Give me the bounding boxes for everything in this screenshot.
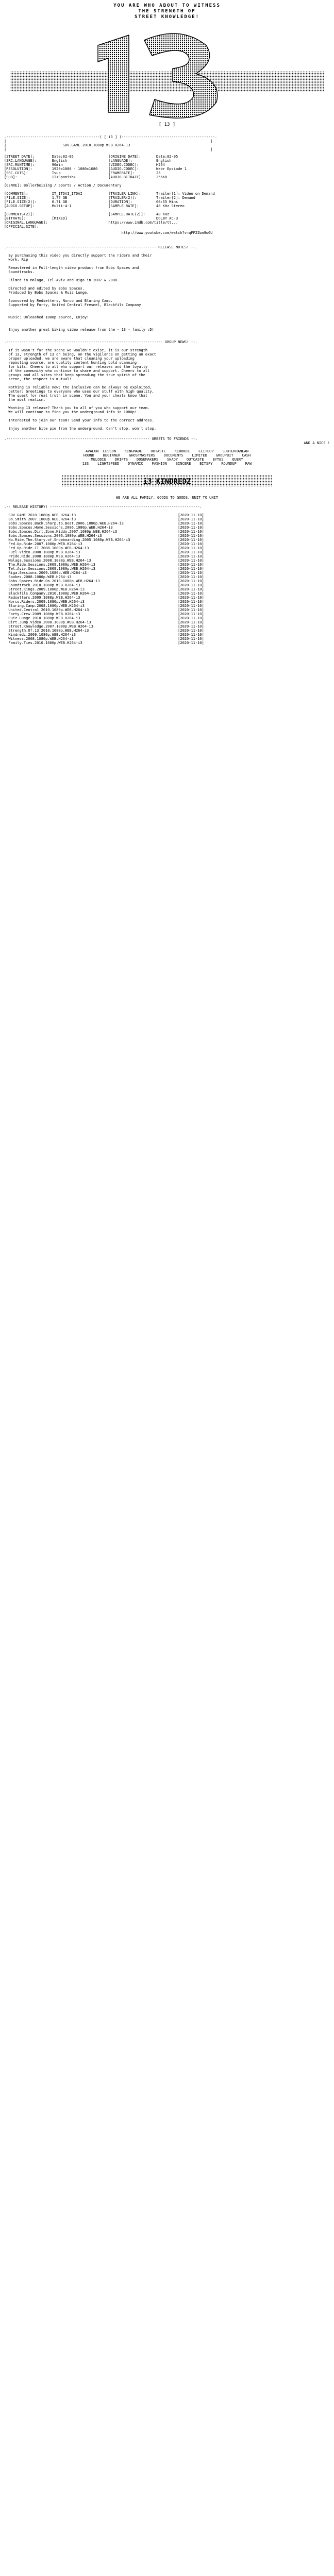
info-row-cell: [FRAMERATE]: (108, 171, 157, 175)
info-section: .-------------------------------------------( [ i3 ] )-------------------------------------------. | | | SOV.GAME.2010.1080p.WEB.H264-13 | | (4, 135, 218, 151)
release-item[interactable] (4, 629, 330, 633)
release-notes-line: Produced by Bobs Spaces & Ruiz Lunge. (4, 291, 89, 295)
comment-row-cell: [AUDIO.SETUP]: (4, 204, 52, 208)
release-item-date: [2020-11-10] (178, 604, 204, 608)
release-item[interactable] (4, 538, 330, 542)
info-row-cell: [VIDEO.CODEC]: (108, 163, 157, 167)
info-row (4, 155, 330, 159)
release-item-date: [2020-11-10] (178, 629, 204, 633)
release-item-date: [2020-11-10] (178, 534, 204, 538)
info-row-cell: [SRC.CUTS]: (4, 171, 52, 175)
release-item-name[interactable]: Pride.Ride.2008.1080p.WEB.H264-i3 (4, 554, 178, 558)
release-notes-line: Directed and edited by Bobs Spaces. (4, 286, 85, 291)
release-item-name[interactable]: Kindredz.2009.1080p.WEB.H264-i3 (4, 633, 178, 637)
source-row-cell (52, 225, 109, 229)
comment-row-cell: [DURATION]: (108, 200, 157, 204)
release-notes-line: Enjoy another great biking video release from the - 13 - family :D! (4, 328, 154, 332)
release-item[interactable] (4, 604, 330, 608)
source-row-cell (108, 216, 156, 221)
greets-line: MELODIE DRIFTS DOSEMAKERS SHADY OUTCASTE BYTES QUERY (91, 457, 243, 462)
group-news-line: scene, the respect is mutual! (4, 377, 72, 381)
release-item-date: [2020-11-10] (178, 575, 204, 579)
group-news-line: The quest for real truth in scene. You and your cheats know that (4, 394, 148, 398)
source-row-cell (178, 221, 221, 225)
comment-row-cell: Trailer[2]: Demand (156, 196, 200, 200)
trailer-url[interactable]: http://www.youtube.com/watch?v=qFF2Zwn9w6U (121, 231, 213, 235)
comment-row-cell: [TRAILER LINK]: (108, 192, 157, 196)
group-news-line: groups and all sites that keep spreading the true spirit of the (4, 373, 145, 377)
release-item[interactable] (4, 526, 330, 530)
source-row-cell: [MIXED] (52, 216, 109, 221)
release-notes-line (4, 311, 330, 315)
release-item[interactable] (4, 641, 330, 645)
release-item[interactable] (4, 530, 330, 534)
release-notes-line: Sponsored by Redsetters, Norco and Bluring Camp. (4, 299, 113, 303)
release-item-date: [2020-11-10] (178, 546, 204, 550)
release-item-name[interactable]: United.Central.2010.1080p.WEB.H264-i3 (4, 608, 178, 612)
release-item[interactable] (4, 521, 330, 526)
greets-bar: .------------------------------------------------------------------ GREETS TO FRIENDS --. (4, 437, 198, 441)
source-row-cell: 48 KHz (156, 212, 200, 216)
info-row-cell: English (156, 159, 200, 163)
release-item-date: [2020-11-10] (178, 513, 204, 517)
source-row (4, 221, 330, 225)
info-row-cell: Tvup (52, 171, 109, 175)
group-news-line: the most realism. (4, 398, 46, 402)
release-item-date: [2020-11-10] (178, 563, 204, 567)
release-item-date: [2020-11-10] (178, 624, 204, 629)
greets-body (4, 449, 330, 466)
group-news-line (4, 414, 330, 418)
release-item[interactable] (4, 575, 330, 579)
info-row-cell: English (52, 159, 109, 163)
release-notes-line (4, 282, 330, 286)
source-row-cell: [COMMENTS(2)]: (4, 212, 52, 216)
release-item[interactable] (4, 620, 330, 624)
release-item-date: [2020-11-10] (178, 616, 204, 620)
release-notes-line: Supported by Forty, United Central Fresnel, Blackfils Company. (4, 303, 143, 307)
info-row-cell: 1920x1080 - 1080x1080 (52, 167, 109, 171)
source-row-cell (52, 212, 109, 216)
release-notes-line (4, 274, 330, 278)
source-row (4, 225, 330, 229)
release-item[interactable] (4, 591, 330, 596)
info-title-label: [ i3 ] (104, 135, 118, 139)
info-row-cell: Webr Epsiode 1 (156, 167, 200, 171)
release-item[interactable] (4, 616, 330, 620)
release-notes-line: Filmed in Malaga, Tel-Aviv and Riga in 2007 & 2008. (4, 278, 120, 282)
group-news-line: Interested to join our team? Send your info to the correct address. (4, 418, 154, 422)
release-item-name[interactable]: Street.Kings.2009.1080p.WEB.H264-i3 (4, 587, 178, 591)
release-item-date: [2020-11-10] (178, 608, 204, 612)
info-row (4, 167, 330, 171)
info-row (4, 159, 330, 163)
release-item[interactable] (4, 637, 330, 641)
release-notes-line (4, 319, 330, 324)
source-rows (4, 212, 330, 229)
genre-line: [GENRE]: Bollerbeising / Sports / Action / Documentary (4, 183, 122, 188)
release-item-name[interactable]: Soundtrack.2010.1080p.WEB.H264-i3 (4, 583, 178, 587)
source-row-cell: https://www.imdb.com/title/tt... (108, 221, 178, 225)
release-item-date: [2020-11-10] (178, 600, 204, 604)
releases-bar: .-- RELEASE HISTORY! ---------------------------------------------------------------------. (4, 505, 202, 509)
info-title-bar: .-------------------------------------------( (4, 135, 104, 139)
info-row-cell: 25 (156, 171, 200, 175)
release-item-date: [2020-11-10] (178, 591, 204, 596)
comment-row (4, 200, 330, 204)
release-item[interactable] (4, 513, 330, 517)
group-news-line: reposting source, are quality content hunting bold scanning (4, 361, 137, 365)
group-news-bar: .------------------------------------------------------------------------ GROUP NEWS! --. (4, 340, 198, 344)
comment-row-cell: Multi-4-1 (52, 204, 109, 208)
comment-row (4, 204, 330, 208)
release-notes-line (4, 307, 330, 311)
release-item-name[interactable]: Redsetters.2009.1080p.WEB.H264-i3 (4, 596, 178, 600)
release-item[interactable] (4, 624, 330, 629)
header-line-1: YOU ARE WHO ABOUT TO WITNESS (113, 3, 221, 8)
release-item-date: [2020-11-10] (178, 637, 204, 641)
source-row-cell: [BITRATE]: (4, 216, 52, 221)
header-line-3: STREET KNOWLEDGE! (134, 14, 200, 20)
release-item-name[interactable]: Spokes.2008.1080p.WEB.H264-i3 (4, 575, 178, 579)
release-item-date: [2020-11-10] (178, 612, 204, 616)
release-item[interactable] (4, 550, 330, 554)
release-item-name[interactable]: Bobs.Spaces.Back.Sharp.to.Beat.2006.1080p.WEB.H264-i3 (4, 521, 178, 526)
header-line-2: THE STRENGTH OF (138, 9, 196, 14)
release-notes-bar: .--------------------------------------------------------------------- RELEASE NOTES! --. (4, 245, 198, 249)
release-item[interactable] (4, 567, 330, 571)
source-row-cell (108, 225, 156, 229)
source-row-cell (52, 221, 109, 225)
release-item-name[interactable]: Riga.Sessions.2009.1080p.WEB.H264-i3 (4, 571, 178, 575)
source-row-cell (156, 225, 199, 229)
release-item-date: [2020-11-10] (178, 530, 204, 534)
release-item-name[interactable]: Fed.Up.Ride.2007.1080p.WEB.H264-i3 (4, 542, 178, 546)
greets-line: AVALON LESSON KINGMADE OUTASTE KIBONJE ELITEOP SUBTERRANEAN (85, 449, 249, 453)
group-news-label: GROUP NEWS! (164, 340, 189, 344)
release-item-name[interactable]: Family.Ties.2010.1080p.WEB.H264-i3 (4, 641, 178, 645)
release-name: SOV.GAME.2010.1080p.WEB.H264-13 (62, 143, 130, 147)
release-notes-line (4, 295, 330, 299)
release-item-name[interactable]: Bluring.Camp.2008.1080p.WEB.H264-i3 (4, 604, 178, 608)
group-news-line (4, 422, 330, 427)
info-row-cell: Date:02-05 (52, 155, 109, 159)
greets-line: HOUND BEGINNER GHOSTMASTERS DOCUMENTS LIMITED GROUPBIT CASH (83, 453, 251, 457)
release-item-name[interactable]: Ruiz.Lunge.2010.1080p.WEB.H264-i3 (4, 616, 178, 620)
group-news-line: for bits. Cheers to all who support our releases and the loyalty (4, 365, 148, 369)
comment-row-cell: 0.71 GB (52, 200, 109, 204)
release-item-name[interactable]: The.Ride.Sessions.2009.1080p.WEB.H264-i3 (4, 563, 178, 567)
release-notes-line: Music: Unleashed 1080p source, Enjoy! (4, 315, 89, 319)
comment-row-cell: [FILE.SIZE]: (4, 196, 52, 200)
release-list (4, 513, 330, 645)
release-item[interactable] (4, 596, 330, 600)
comment-row-cell: [COMMENTS]: (4, 192, 52, 196)
release-item-date: [2020-11-10] (178, 554, 204, 558)
release-item[interactable] (4, 587, 330, 591)
greets-sub: AND A NICE ! (304, 441, 330, 445)
release-item-name[interactable]: Blackfils.Company.2010.1080p.WEB.H264-i3 (4, 591, 178, 596)
release-item-date: [2020-11-10] (178, 633, 204, 637)
release-item[interactable] (4, 612, 330, 616)
releases-label: RELEASE HISTORY! (12, 505, 48, 509)
release-notes-line (4, 324, 330, 328)
logo-band (10, 71, 324, 92)
release-item-name[interactable]: Witness.2008.1080p.WEB.H264-i3 (4, 637, 178, 641)
release-item-name[interactable]: Fuel.Video.2008.1080p.WEB.H264-i3 (4, 550, 178, 554)
release-item-name[interactable]: Bobs.Spaces.Home.Sessions.2006.1080p.WEB.H264-i3 (4, 526, 178, 530)
group-news-line: proper uploaded, we are aware that cleaning your uploading (4, 357, 135, 361)
info-row-cell: [ORIGINE DATE]: (108, 155, 157, 159)
release-item[interactable] (4, 608, 330, 612)
info-row-cell: [SRC.RUNTIME]: (4, 163, 52, 167)
comment-row-cell: 48 KHz Stereo (156, 204, 200, 208)
release-item-name[interactable]: SOV.GAME.2010.1080p.WEB.H264-i3 (4, 513, 178, 517)
group-news-line: of 13, strength of 13 on being, on the vigilance on getting an exact (4, 352, 157, 357)
info-row (4, 175, 330, 179)
source-row-cell: [SAMPLE.RATE(2)]: (108, 212, 157, 216)
comment-row-cell: Trailer[1]: Video on Demand (156, 192, 215, 196)
release-item-date: [2020-11-10] (178, 587, 204, 591)
info-row-cell: H264 (156, 163, 200, 167)
group-news-line: Wanting 13 release? Thank you to all of you who support our team. (4, 406, 150, 410)
release-item-name[interactable]: Bobs.Spaces.Ride.On.2010.1080p.WEB.H264-i3 (4, 579, 178, 583)
source-row-cell: [OFFICIAL.SITE]: (4, 225, 52, 229)
comment-row (4, 196, 330, 200)
release-item[interactable] (4, 554, 330, 558)
source-row (4, 216, 330, 221)
release-item[interactable] (4, 546, 330, 550)
comment-row (4, 192, 330, 196)
release-item-name[interactable]: No.Ride.The.Story.of.Snowboarding.2005.1080p.WEB.H264-i3 (4, 538, 178, 542)
info-row-cell: Date:02-05 (156, 155, 200, 159)
comment-row-cell: [FILE.SIZE(2)]: (4, 200, 52, 204)
release-item-date: [2020-11-10] (178, 567, 204, 571)
release-item-name[interactable]: Bobs.Spaces.Sessions.2006.1080p.WEB.H264-i3 (4, 534, 178, 538)
release-item[interactable] (4, 600, 330, 604)
release-item[interactable] (4, 542, 330, 546)
group-news-line: We will continue to find you the underground info in 1080p! (4, 410, 137, 414)
group-news-line: If it wasn't for the scene we wouldn't exist, it is our strength (4, 348, 148, 352)
comment-row-cell: 1.77 GB (52, 196, 109, 200)
release-item-date: [2020-11-10] (178, 571, 204, 575)
info-row (4, 163, 330, 167)
info-row-cell: [SRC.LANGUAGE]: (4, 159, 52, 163)
release-notes-line: Remastered in Full-length video product from Bobs Spaces and (4, 266, 139, 270)
release-item-date: [2020-11-10] (178, 579, 204, 583)
tagline-line: WE ARE ALL FAMILY, GOODS TO GOODS, UNIT TO UNIT (115, 496, 219, 500)
comment-rows (4, 192, 330, 208)
release-item-date: [2020-11-10] (178, 641, 204, 645)
release-item-date: [2020-11-10] (178, 517, 204, 521)
release-item-name[interactable]: Street.Knowledge.2007.1080p.WEB.H264-i3 (4, 624, 178, 629)
release-item-date: [2020-11-10] (178, 558, 204, 563)
comment-row-cell: IT_ITDAI_ITDAI (52, 192, 109, 196)
release-notes-line: Soundtracks. (4, 270, 35, 274)
release-notes-body (4, 253, 330, 332)
release-item-name[interactable]: Strength.Of.13.2010.1080p.WEB.H264-i3 (4, 629, 178, 633)
greets-label: GREETS TO FRIENDS (152, 437, 189, 441)
release-item[interactable] (4, 563, 330, 567)
release-item-name[interactable]: Norco.Riders.2009.1080p.WEB.H264-i3 (4, 600, 178, 604)
release-item-name[interactable]: Bobs.Spaces.Dirt.Zone.Kiddo.2007.1080p.WEB.H264-i3 (4, 530, 178, 534)
info-row-cell: [RESOLUTION]: (4, 167, 52, 171)
release-item[interactable] (4, 558, 330, 563)
group-news-line: Nothing is reliable now: the inclusive can be always be exploited, (4, 385, 152, 389)
release-item[interactable] (4, 534, 330, 538)
info-row-cell: [AUDIO.CODEC]: (108, 167, 157, 171)
source-row-cell: [ORIGINAL.LANGUAGE]: (4, 221, 52, 225)
kindredz-banner (62, 470, 272, 492)
group-news-line (4, 402, 330, 406)
info-rows (4, 155, 330, 179)
nfo-header (0, 3, 334, 20)
release-item-name[interactable]: Malaga.Sessions.2008.1080p.WEB.H264-i3 (4, 558, 178, 563)
release-notes-label: RELEASE NOTES! (158, 245, 189, 249)
release-item[interactable] (4, 517, 330, 521)
comment-row-cell: [TRAILER(2)]: (108, 196, 157, 200)
info-row-cell: IT+Spanish+ (52, 175, 109, 179)
release-item-date: [2020-11-10] (178, 550, 204, 554)
release-item-name[interactable]: Dirt.Jump.Video.2008.1080p.WEB.H264-i3 (4, 620, 178, 624)
greets-line: 13S LIGHTSPEED DYNAMIC FASHION SINCERE BITSFY ROUNDUP RAW (82, 462, 252, 466)
banner-text: i3 KINDREDZ (143, 478, 191, 486)
group-news-line: of the community who continue to share and support. Cheers to all (4, 369, 150, 373)
group-news-body (4, 348, 330, 431)
release-item-name[interactable]: Tel.Aviv.Sessions.2009.1080p.WEB.H264-i3 (4, 567, 178, 571)
release-item-date: [2020-11-10] (178, 620, 204, 624)
release-item-name[interactable]: Forty.Crew.2009.1080p.WEB.H264-i3 (4, 612, 178, 616)
logo-subtext: [ 13 ] (158, 122, 176, 127)
comment-row-cell: [SAMPLE RATE]: (108, 204, 157, 208)
release-notes-line (4, 262, 330, 266)
info-row (4, 171, 330, 175)
source-row-cell: DOLBY AC-3 (156, 216, 200, 221)
group-logo (10, 25, 324, 128)
group-news-line (4, 381, 330, 385)
release-item[interactable] (4, 633, 330, 637)
source-row (4, 212, 330, 216)
release-notes-line: By purchasing this video you directly support the riders and their (4, 253, 152, 258)
release-item-date: [2020-11-10] (178, 596, 204, 600)
release-item-date: [2020-11-10] (178, 542, 204, 546)
release-item-date: [2020-11-10] (178, 583, 204, 587)
info-row-cell: [SUB]: (4, 175, 52, 179)
release-item-name[interactable]: Fed.Up.Ride.II.2008.1080p.WEB.H264-i3 (4, 546, 178, 550)
release-item-date: [2020-11-10] (178, 526, 204, 530)
release-item[interactable] (4, 579, 330, 583)
info-row-cell: [LANGUAGE]: (108, 159, 157, 163)
info-row-cell: [AUDIO.BITRATE]: (108, 175, 157, 179)
info-row-cell: [STREET DATE]: (4, 155, 52, 159)
group-news-line: better: Greetings to everyone who uses our stuff with high quality, (4, 389, 154, 394)
release-notes-line: work. Rip (4, 258, 28, 262)
release-item-date: [2020-11-10] (178, 538, 204, 542)
group-news-line: Enjoy another bite pie from the underground. Can't stop, won't stop. (4, 427, 157, 431)
info-row-cell: 256KB (156, 175, 200, 179)
info-row-cell: 90min (52, 163, 109, 167)
release-item-name[interactable]: Bo.Smith.2007.1080p.WEB.H264-i3 (4, 517, 178, 521)
comment-row-cell: 00:55 Mins (156, 200, 200, 204)
release-item[interactable] (4, 583, 330, 587)
release-item-date: [2020-11-10] (178, 521, 204, 526)
release-item[interactable] (4, 571, 330, 575)
